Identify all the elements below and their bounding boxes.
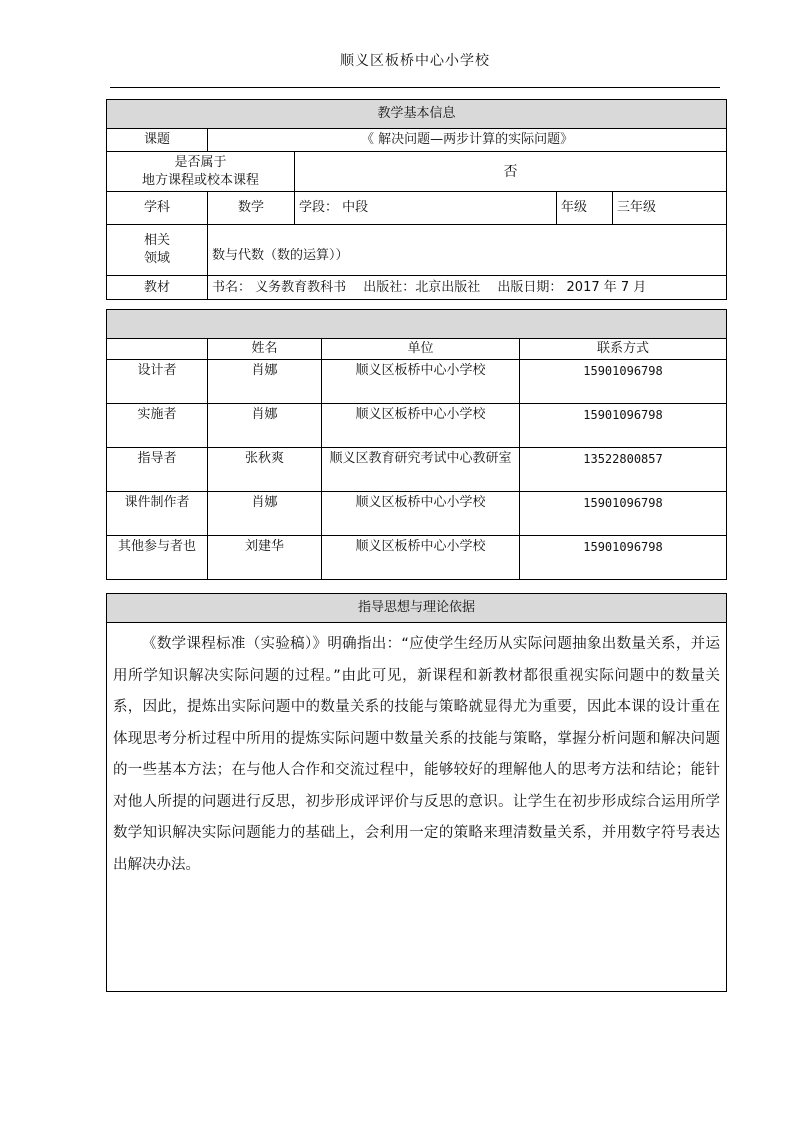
team-name: 肖娜 — [208, 404, 322, 448]
field-label-line-1: 相关 — [143, 233, 170, 248]
team-role: 课件制作者 — [107, 492, 208, 536]
team-col-contact-header: 联系方式 — [520, 339, 727, 360]
page-header-school: 顺义区板桥中心小学校 — [340, 53, 490, 69]
textbook-label: 教材 — [107, 276, 208, 300]
guidance-body-cell — [107, 623, 727, 992]
subject-label: 学科 — [107, 192, 208, 225]
team-name: 刘建华 — [208, 536, 322, 580]
team-phone: 15901096798 — [520, 492, 727, 536]
basic-info-table — [106, 99, 727, 300]
local-course-label-line-2: 地方课程或校本课程 — [141, 172, 259, 188]
team-unit: 顺义区板桥中心小学校 — [322, 404, 520, 448]
subject-value: 数学 — [208, 192, 295, 225]
field-label-line-2: 领域 — [143, 251, 170, 266]
team-unit: 顺义区板桥中心小学校 — [322, 536, 520, 580]
lesson-value: 《 解决问题—两步计算的实际问题》 — [208, 129, 727, 152]
field-value: 数与代数（数的运算）） — [208, 225, 727, 276]
team-unit: 顺义区板桥中心小学校 — [322, 360, 520, 404]
guidance-section-title: 指导思想与理论依据 — [107, 594, 727, 623]
stage-text: 学段： 中段 — [295, 192, 557, 225]
team-row — [107, 360, 727, 404]
team-phone: 15901096798 — [520, 360, 727, 404]
guidance-body-text: 《数学课程标准（实验稿）》明确指出：“应使学生经历从实际问题抽象出数量关系，并运用所学知识解决实际问题的过程。”由此可见，新课程和新教材都很重视实际问题中的数量关系，因此，提炼出实际问题中的数量关系的技能与策略就显得尤为重要，因此本课的设计重在体现思考分析过程中所用的提炼实际问题中数量关系的技能与策略，掌握分析问题和解决问题的一些基本方法；在与他人合作和交流过程中，能够较好的理解他人的思考方法和结论；能针对他人所提的问题进行反思，初步形成评评价与反思的意识。让学生在初步形成综合运用所学数学知识解决实际问题能力的基础上，会利用一定的策略来理清数量关系，并用数字符号表达出解决办法。 — [113, 636, 720, 873]
team-row — [107, 492, 727, 536]
team-row — [107, 448, 727, 492]
team-name: 张秋爽 — [208, 448, 322, 492]
textbook-value: 书名： 义务教育教科书 出版社：北京出版社 出版日期： 2017 年 7 月 — [208, 276, 727, 300]
grade-label: 年级 — [557, 192, 613, 225]
team-name: 肖娜 — [208, 492, 322, 536]
team-name: 肖娜 — [208, 360, 322, 404]
field-label — [107, 225, 208, 276]
team-phone: 13522800857 — [520, 448, 727, 492]
local-course-label-line-1: 是否属于 — [174, 154, 227, 170]
team-phone: 15901096798 — [520, 536, 727, 580]
team-table — [106, 309, 727, 580]
basic-info-section-title: 教学基本信息 — [107, 100, 727, 129]
header-divider — [110, 87, 720, 88]
team-col-unit-header: 单位 — [322, 339, 520, 360]
team-section-header — [107, 310, 727, 339]
grade-value: 三年级 — [613, 192, 727, 225]
team-col-role-header — [107, 339, 208, 360]
local-course-value: 否 — [295, 152, 727, 192]
team-unit: 顺义区教育研究考试中心教研室 — [322, 448, 520, 492]
team-role: 其他参与者也 — [107, 536, 208, 580]
lesson-label: 课题 — [107, 129, 208, 152]
team-role: 设计者 — [107, 360, 208, 404]
team-row — [107, 404, 727, 448]
team-unit: 顺义区板桥中心小学校 — [322, 492, 520, 536]
guidance-table — [106, 593, 727, 992]
team-role: 指导者 — [107, 448, 208, 492]
team-col-name-header: 姓名 — [208, 339, 322, 360]
team-row — [107, 536, 727, 580]
team-role: 实施者 — [107, 404, 208, 448]
team-phone: 15901096798 — [520, 404, 727, 448]
local-course-label — [107, 152, 295, 192]
